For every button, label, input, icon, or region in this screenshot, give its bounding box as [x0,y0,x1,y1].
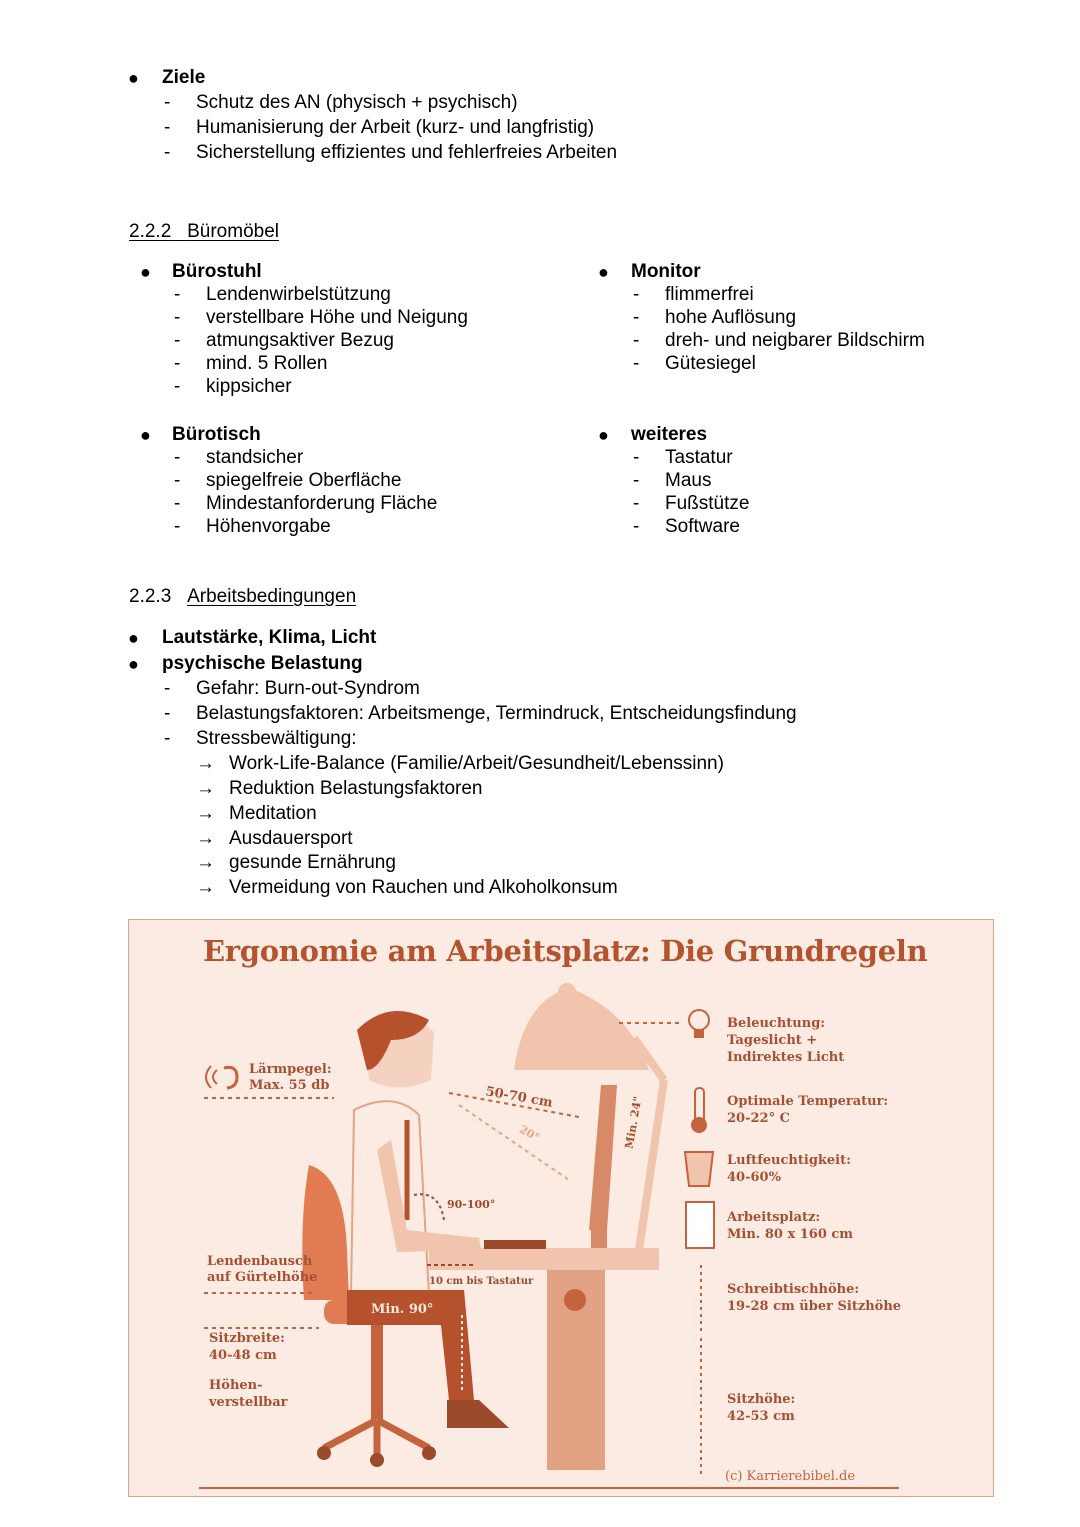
weiteres-item: Maus [665,470,712,491]
thermometer-icon [695,1088,704,1122]
buerostuhl-item: Lendenwirbelstützung [206,284,391,305]
belastung-item: Belastungsfaktoren: Arbeitsmenge, Termindruck, Entscheidungsfindung [196,703,797,724]
arrow-icon: → [196,828,215,849]
buerotisch-item: spiegelfreie Oberfläche [206,470,402,491]
dash: - [633,447,640,468]
dash: - [633,330,640,351]
section-heading-223 [129,586,356,608]
ziele-title: Ziele [162,67,206,88]
bullet-dot: ● [140,425,151,445]
dash: - [633,284,640,305]
buerotisch-title: Bürotisch [172,424,261,445]
dash: - [164,728,171,749]
dash: - [174,353,181,374]
dash: - [174,516,181,537]
feucht-label-2: 40-60% [727,1170,781,1185]
stress-item: Ausdauersport [229,828,353,849]
licht-label-3: Indirektes Licht [727,1050,845,1065]
weiteres-item: Fußstütze [665,493,750,514]
lenden-label-2: auf Gürtelhöhe [207,1270,318,1285]
bullet-dot: ● [598,262,609,282]
chair-wheel [422,1446,436,1460]
lightbulb-base [694,1030,704,1038]
dash: - [174,470,181,491]
section-title: Büromöbel [187,221,279,242]
arrow-icon: → [196,877,215,898]
section-heading-222 [129,221,279,243]
temp-label-1: Optimale Temperatur: [727,1094,889,1109]
tisch-label-2: 19-28 cm über Sitzhöhe [727,1299,902,1314]
arrow-icon: → [196,753,215,774]
feucht-label-1: Luftfeuchtigkeit: [727,1153,851,1168]
bullet-psychische-belastung: psychische Belastung [162,653,363,674]
dash: - [174,307,181,328]
stress-item: Reduktion Belastungsfaktoren [229,778,483,799]
monitor-item: Gütesiegel [665,353,756,374]
lightbulb-icon [689,1010,709,1030]
dash: - [174,447,181,468]
person-shoe [447,1400,509,1428]
buerostuhl-item: mind. 5 Rollen [206,353,328,374]
dash: - [633,307,640,328]
belastung-item: Gefahr: Burn-out-Syndrom [196,678,420,699]
ergonomie-infographic [128,919,994,1497]
lenden-label-1: Lendenbausch [207,1254,313,1269]
dash: - [164,678,171,699]
knee-angle-label: Min. 90° [371,1302,434,1317]
sitzbreite-label-1: Sitzbreite: [209,1331,285,1346]
sound-wave-icon [206,1066,211,1088]
sitzbreite-label-2: 40-48 cm [209,1348,277,1363]
chair-column [371,1324,383,1419]
bullet-dot: ● [128,68,139,88]
buerostuhl-item: atmungsaktiver Bezug [206,330,394,351]
monitor-size-label: Min. 24" [622,1095,645,1150]
keyboard-distance-label: 10 cm bis Tastatur [429,1276,534,1287]
buerostuhl-item: kippsicher [206,376,292,397]
keyboard [484,1240,546,1249]
dash: - [633,353,640,374]
stress-item: Vermeidung von Rauchen und Alkoholkonsum [229,877,618,898]
eye-angle-line [459,1105,569,1180]
chair-wheel [370,1453,384,1467]
monitor-item: hohe Auflösung [665,307,797,328]
buerostuhl-title: Bürostuhl [172,261,262,282]
dash: - [174,330,181,351]
platz-label-1: Arbeitsplatz: [727,1210,821,1225]
section-number: 2.2.3 [129,586,172,607]
hoehen-label-1: Höhen- [209,1378,263,1393]
platz-label-2: Min. 80 x 160 cm [727,1227,854,1242]
desk-knob [564,1289,586,1311]
buerotisch-item: standsicher [206,447,304,468]
sitz-label-1: Sitzhöhe: [727,1392,796,1407]
copyright: (c) Karrierebibel.de [725,1469,856,1484]
bullet-dot: ● [128,654,139,674]
hoehen-label-2: verstellbar [209,1395,288,1410]
infographic-title: Ergonomie am Arbeitsplatz: Die Grundregeln [203,934,928,968]
laerm-label: Lärmpegel: [249,1062,332,1077]
dash: - [174,376,181,397]
monitor-title: Monitor [631,261,701,282]
chair-leg [377,1420,429,1448]
stress-item: Work-Life-Balance (Familie/Arbeit/Gesundheit/Lebenssinn) [229,753,724,774]
dash: - [633,493,640,514]
monitor-item: flimmerfrei [665,284,754,305]
dash: - [174,493,181,514]
buerotisch-item: Höhenvorgabe [206,516,331,537]
lamp-top [558,983,576,1001]
sound-wave-icon [213,1070,217,1084]
dash: - [633,470,640,491]
buerotisch-item: Mindestanforderung Fläche [206,493,438,514]
arrow-icon: → [196,778,215,799]
laerm-value: Max. 55 db [249,1078,330,1093]
monitor-stand [591,1220,607,1250]
desk-top [429,1248,659,1270]
stress-item: gesunde Ernährung [229,852,396,873]
arrow-icon: → [196,852,215,873]
temp-label-2: 20-22° C [727,1111,790,1126]
weiteres-item: Tastatur [665,447,733,468]
licht-label-1: Beleuchtung: [727,1016,826,1031]
dash: - [164,92,171,113]
dash: - [174,284,181,305]
ziele-item: Sicherstellung effizientes und fehlerfreies Arbeiten [196,142,618,163]
paper-icon [686,1202,714,1248]
chair-leg [324,1420,377,1448]
monitor-item: dreh- und neigbarer Bildschirm [665,330,925,351]
dash: - [164,117,171,138]
ziele-item: Humanisierung der Arbeit (kurz- und langfristig) [196,117,595,138]
section-number: 2.2.2 [129,221,172,242]
glass-icon [685,1152,713,1186]
lamp-shade [514,988,649,1070]
belastung-item: Stressbewältigung: [196,728,357,749]
bullet-dot: ● [598,425,609,445]
monitor-screen [589,1085,617,1230]
stress-item: Meditation [229,803,317,824]
dash: - [164,703,171,724]
screen-angle-label: 20° [517,1122,542,1145]
weiteres-item: Software [665,516,740,537]
licht-label-2: Tageslicht + [727,1033,818,1048]
distance-label: 50-70 cm [484,1084,554,1111]
sitz-label-2: 42-53 cm [727,1409,795,1424]
weiteres-title: weiteres [631,424,708,445]
bullet-dot: ● [140,262,151,282]
thermometer-bulb [691,1117,707,1133]
arrow-icon: → [196,803,215,824]
ear-icon [224,1067,237,1088]
buerostuhl-item: verstellbare Höhe und Neigung [206,307,468,328]
chair-wheel [317,1446,331,1460]
dash: - [164,142,171,163]
arm-angle-label: 90-100° [447,1198,496,1211]
bullet-dot: ● [128,628,139,648]
tisch-label-1: Schreibtischhöhe: [727,1282,860,1297]
ziele-item: Schutz des AN (physisch + psychisch) [196,92,518,113]
bullet-lautstaerke: Lautstärke, Klima, Licht [162,627,377,648]
section-title: Arbeitsbedingungen [187,586,357,607]
dash: - [633,516,640,537]
